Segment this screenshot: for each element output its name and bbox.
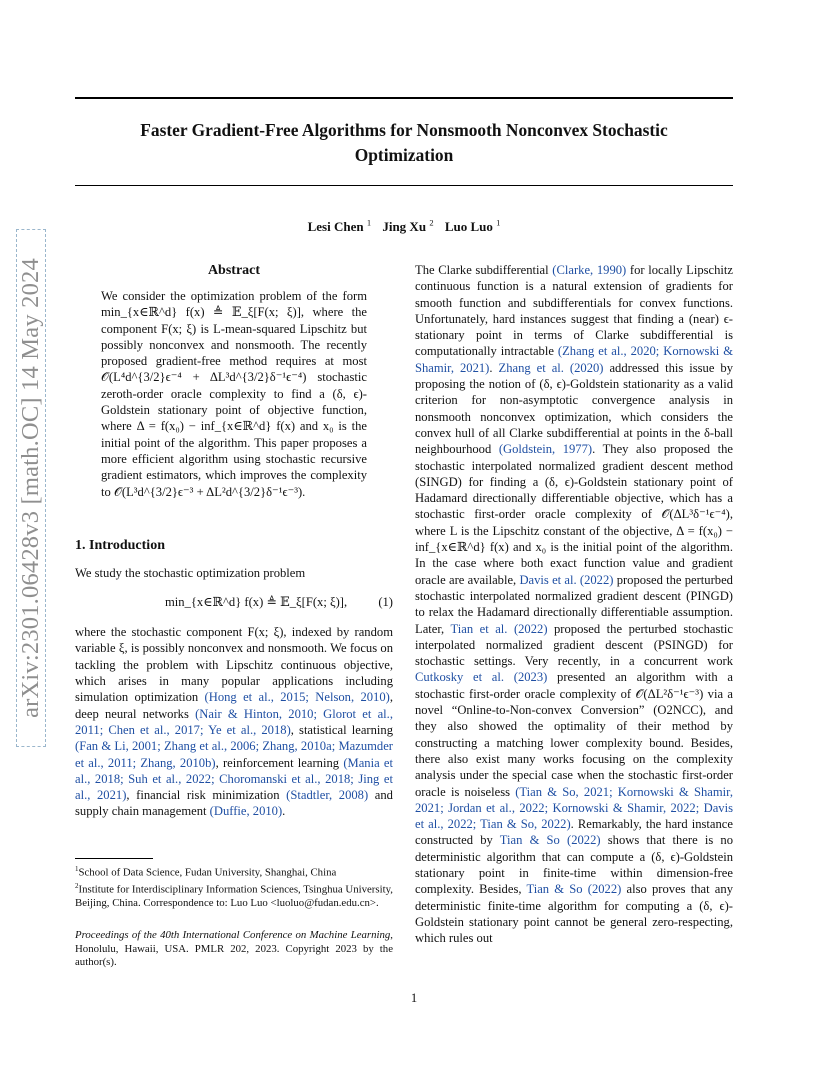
equation-number: (1) [378,595,393,610]
equation-1 [75,590,393,618]
title-top-rule [75,97,733,99]
author: Luo Luo $^1$ [444,218,501,235]
citation-link[interactable]: (Mania et al., 2018; Suh et al., 2022; Choromanski et al., 2018; Jing et al., 2021) [75,755,393,803]
section-heading-introduction: 1. Introduction [75,537,165,553]
citation-link[interactable]: Cutkosky et al. (2023) [415,670,548,685]
citation-link[interactable]: (Stadtler, 2008) [286,788,369,803]
left-column [75,262,393,820]
citation-link[interactable]: (Duffie, 2010) [209,804,283,819]
proceedings-note: Proceedings of the 40th International Conference on Machine Learning, Honolulu, Hawaii, USA. PMLR 202, 2023. Copyright 2023 by the author(s). [75,929,393,969]
citation-link[interactable]: (Zhang et al., 2020; Kornowski & Shamir, 2021) [415,344,733,375]
title-line-1: Faster Gradient-Free Algorithms for Nonsmooth Nonconvex Stochastic [140,120,668,140]
abstract-text: We consider the optimization problem of the form min_{x∈ℝ^d} f(x) ≜ 𝔼_ξ[F(x; ξ)], where the component F(x; ξ) is L-mean-squared Lipschitz but possibly nonconvex and nonsmooth. The recently proposed gradient-free method requires at most 𝒪(L⁴d^{3/2}ϵ⁻⁴ + ΔL³d^{3/2}δ⁻¹ϵ⁻⁴) stochastic zeroth-order oracle complexity to find a (δ, ϵ)-Goldstein stationary point of objective function, where Δ = f(x₀) − inf_{x∈ℝ^d} f(x) and x₀ is the initial point of the algorithm. This paper proposes a more efficient algorithm using stochastic recursive gradient estimators, which improves the complexity to 𝒪(L³d^{3/2}ϵ⁻³ + ΔL²d^{3/2}δ⁻¹ϵ⁻³). [101,289,367,499]
clarke-paragraph: The Clarke subdifferential (Clarke, 1990) for locally Lipschitz continuous function is a natural extension of gradients for smooth function and subdifferentials for convex functions. Unfortunately, hard instances suggest that finding a (near) ϵ-stationary point in terms of Clarke subdifferential is computationally intractable (Zhang et al., 2020; Kornowski & Shamir, 2021). Zhang et al. (2020) addressed this issue by proposing the notion of (δ, ϵ)-Goldstein stationarity as a valid criterion for non-asymptotic convergence analysis in nonsmooth nonconvex optimization, which considers the convex hull of all Clarke subdifferential at points in the δ-ball neighbourhood (Goldstein, 1977). They also proposed the stochastic interpolated normalized gradient descent method (SINGD) for finding a (δ, ϵ)-Goldstein stationary point of Hadamard directionally differentiable objective, which has a stochastic first-order oracle complexity of 𝒪(ΔL³δ⁻¹ϵ⁻⁴), where L is the Lipschitz constant of the objective, Δ = f(x₀) − inf_{x∈ℝ^d} f(x) and x₀ is the initial point of the algorithm. In the case where both exact function value and gradient oracle are available, Davis et al. (2022) proposed the perturbed stochastic interpolated normalized gradient descent (PINGD) to relax the Hadamard directionally differentiable assumption. Later, Tian et al. (2022) proposed the perturbed stochastic interpolated normalized gradient descent (PSINGD) for stochastic settings. Very recently, in a concurrent work Cutkosky et al. (2023) presented an algorithm with a stochastic first-order oracle complexity of 𝒪(ΔL²δ⁻¹ϵ⁻³) via a novel “Online-to-Non-convex Conversion” (O2NCC), and they also showed the optimality of their method by constructing a matching lower complexity bound. Besides, there also exist many works focusing on the complexity analysis under the special case when the stochastic first-order oracle is noiseless (Tian & So, 2021; Kornowski & Shamir, 2021; Jordan et al., 2022; Kornowski & Shamir, 2022; Davis et al., 2022; Tian & So, 2022). Remarkably, the hard instance constructed by Tian & So (2022) shows that there is no deterministic algorithm that can compute a (δ, ϵ)-Goldstein stationary point in finite-time within dimension-free complexity. Besides, Tian & So (2022) also proves that any deterministic finite-time algorithm for computing a (δ, ϵ)-Goldstein stationary point cannot be general zero-respecting, which rules out [415,263,733,946]
right-column [415,262,733,946]
citation-link[interactable]: Zhang et al. (2020) [498,360,604,375]
footnote-rule [75,858,153,859]
page-number: 1 [410,991,418,1005]
citation-link[interactable]: (Tian & So, 2021; Kornowski & Shamir, 2021; Jordan et al., 2022; Kornowski & Shamir, 2022; Davis et al., 2022; Tian & So, 2022) [415,784,733,832]
citation-link[interactable]: (Clarke, 1990) [552,263,627,277]
citation-link[interactable]: Davis et al. (2022) [519,572,614,587]
author-list [75,215,733,236]
footnotes [75,858,393,970]
abstract-heading: Abstract [207,263,261,278]
paper-title [90,118,718,168]
citation-link[interactable]: Tian & So (2022) [499,833,601,848]
citation-link[interactable]: (Goldstein, 1977) [498,442,593,457]
arxiv-identifier[interactable]: arXiv:2301.06428v3 [math.OC] 14 May 2024 [16,258,44,718]
equation-body: min_{x∈ℝ^d} f(x) ≜ 𝔼_ξ[F(x; ξ)], [165,595,348,610]
author: Jing Xu $^2$ [382,218,434,235]
author: Lesi Chen $^1$ [307,218,372,235]
intro-lead: We study the stochastic optimization problem [75,565,306,580]
title-line-2: Optimization [354,145,454,165]
citation-link[interactable]: (Nair & Hinton, 2010; Glorot et al., 2011; Chen et al., 2017; Ye et al., 2018) [75,706,393,737]
citation-link[interactable]: (Hong et al., 2015; Nelson, 2010) [204,690,390,705]
intro-paragraph: where the stochastic component F(x; ξ), indexed by random variable ξ, is possibly nonconvex and nonsmooth. We focus on tackling the problem with Lipschitz continuous objective, which arises in many popular applications including simulation optimization (Hong et al., 2015; Nelson, 2010), deep neural networks (Nair & Hinton, 2010; Glorot et al., 2011; Chen et al., 2017; Ye et al., 2018), statistical learning (Fan & Li, 2001; Zhang et al., 2006; Zhang, 2010a; Mazumder et al., 2011; Zhang, 2010b), reinforcement learning (Mania et al., 2018; Suh et al., 2022; Choromanski et al., 2018; Jing et al., 2021), financial risk minimization (Stadtler, 2008) and supply chain management (Duffie, 2010). [75,625,393,819]
citation-link[interactable]: (Fan & Li, 2001; Zhang et al., 2006; Zhang, 2010a; Mazumder et al., 2011; Zhang, 2010b) [75,739,393,770]
citation-link[interactable]: Tian et al. (2022) [450,621,548,636]
title-bottom-rule [75,185,733,186]
affiliation-footnote: $^1$School of Data Science, Fudan University, Shanghai, China $^2$Institute for Interdisciplinary Information Sciences, Tsinghua University, Beijing, China. Correspondence to: Luo Luo <luoluo@fudan.edu.cn>. [75,865,393,909]
citation-link[interactable]: Tian & So (2022) [526,882,622,897]
